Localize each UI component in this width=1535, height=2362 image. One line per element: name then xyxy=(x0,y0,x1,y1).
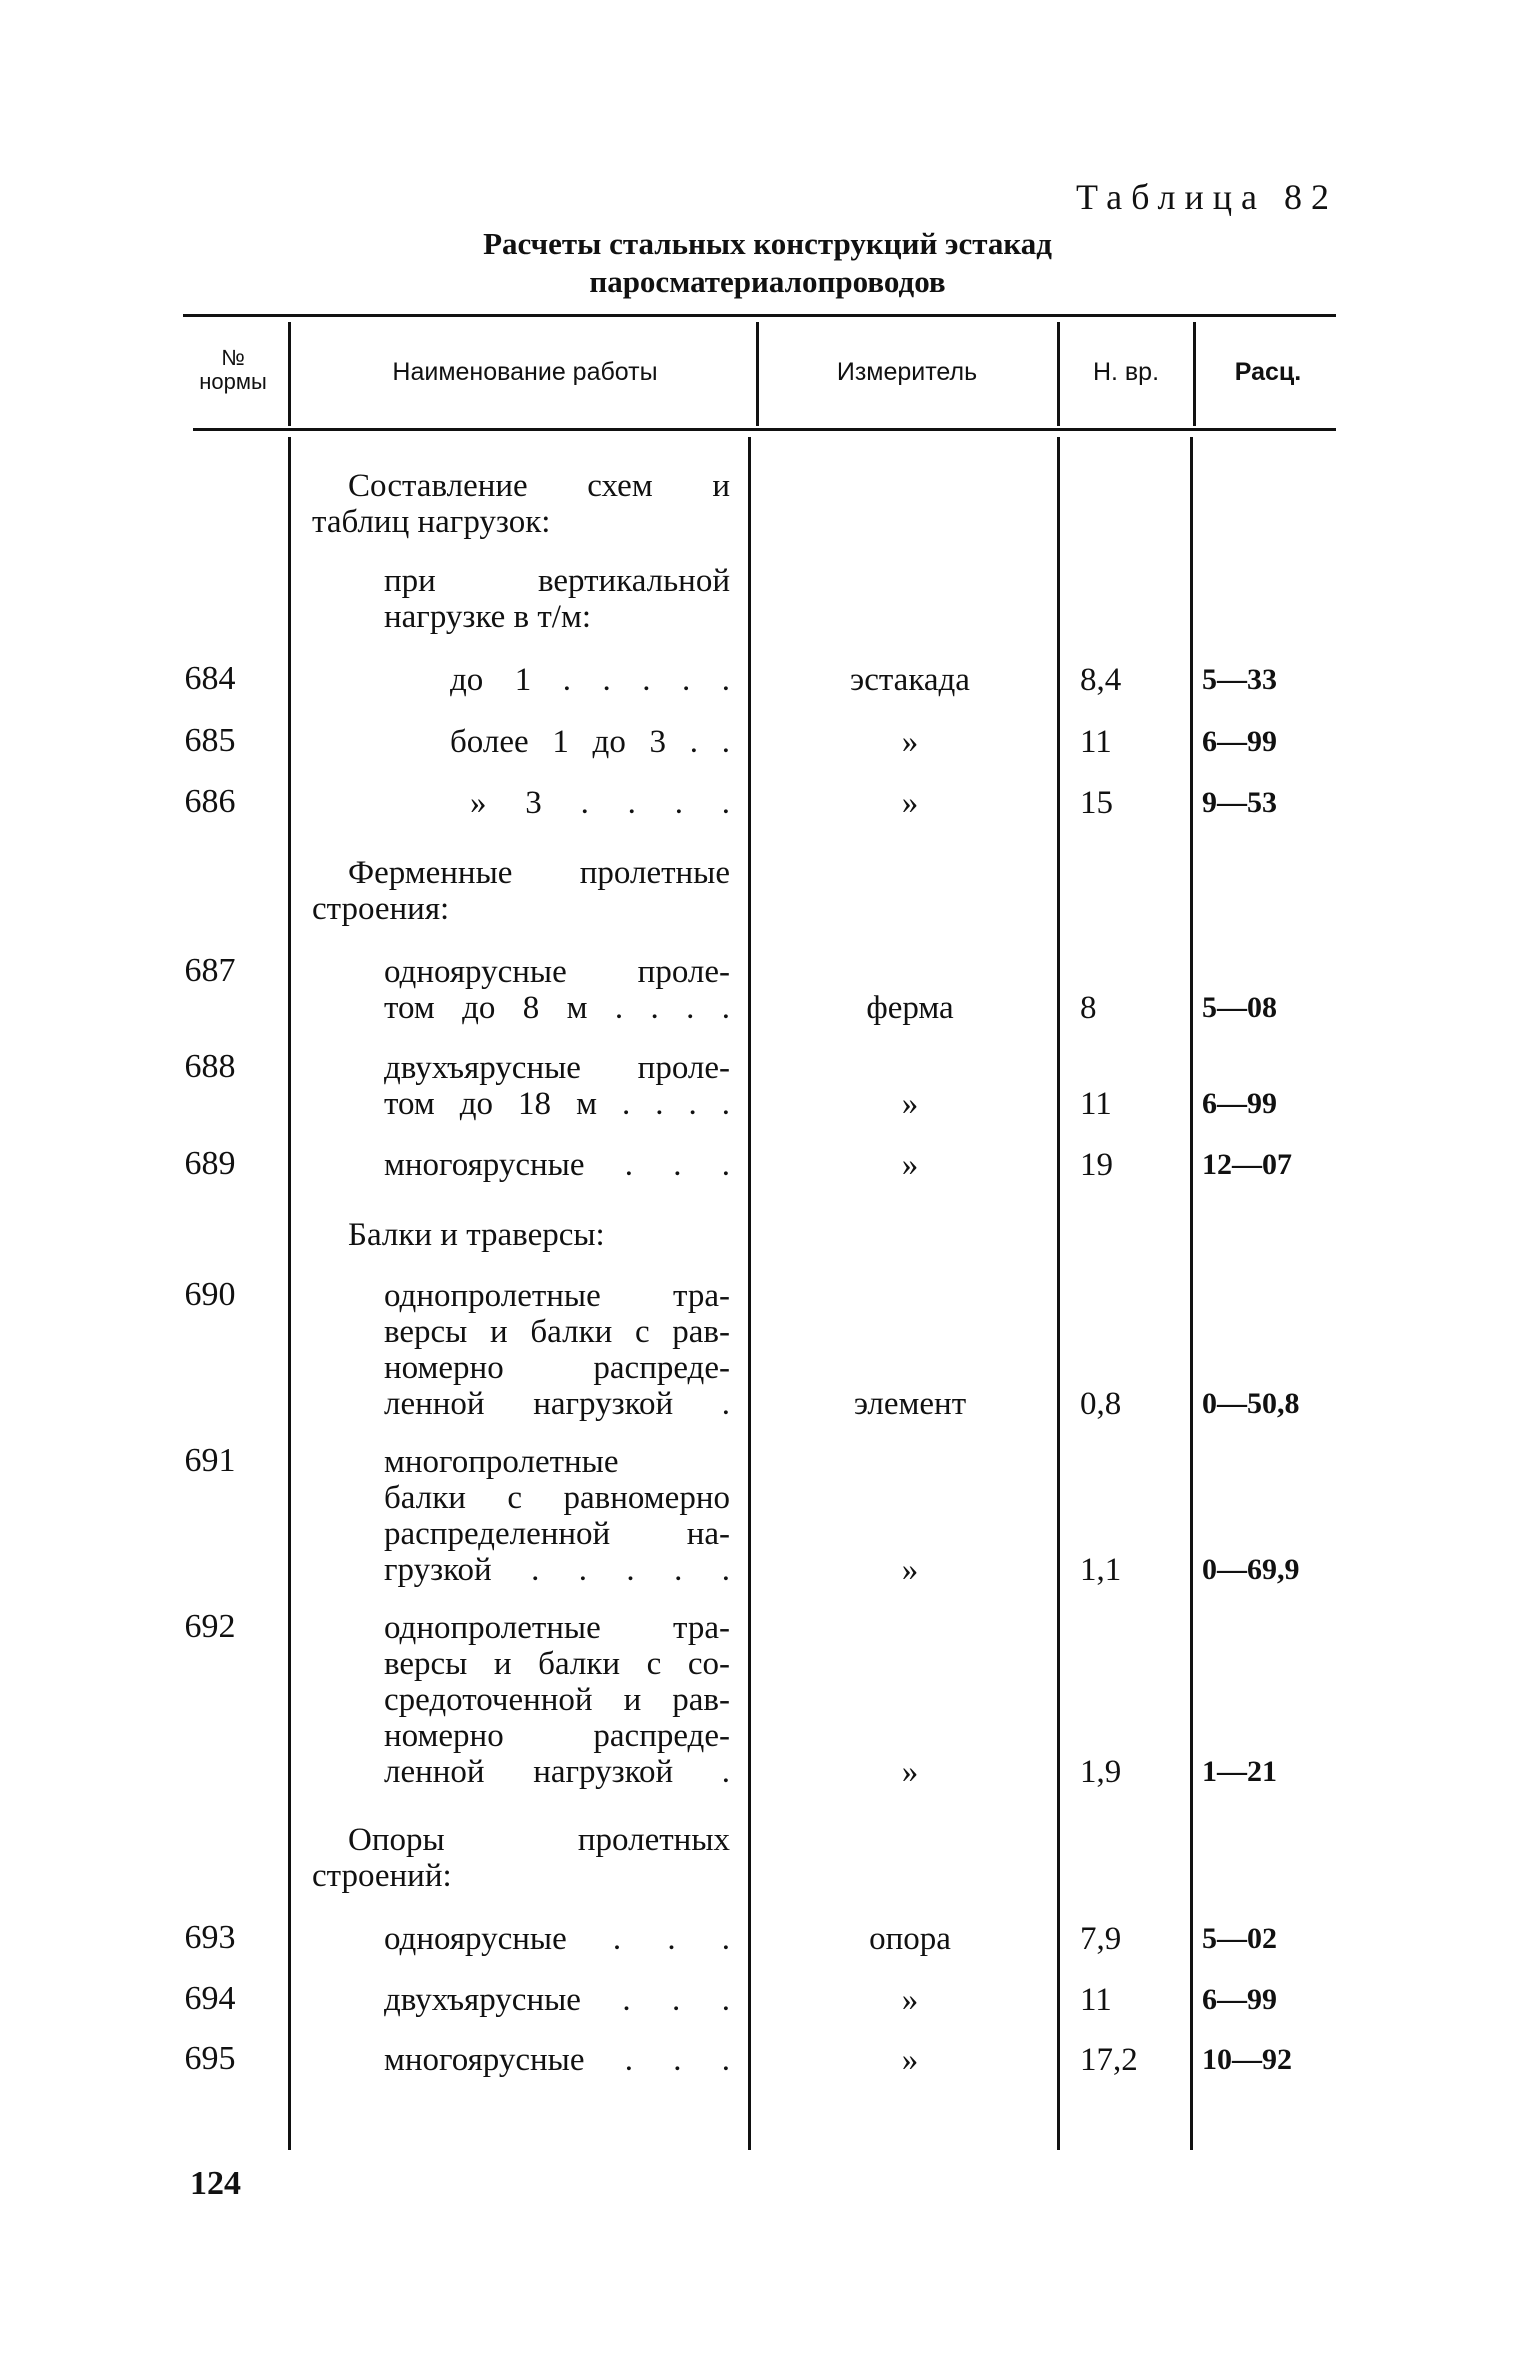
row-measure: » xyxy=(901,1552,919,1588)
row-rate: 10—92 xyxy=(1202,2043,1292,2076)
section-heading xyxy=(312,855,730,927)
header-no-label: нормы xyxy=(199,369,267,394)
row-number: 685 xyxy=(184,722,236,759)
row-measure: элемент xyxy=(853,1386,967,1422)
row-measure: » xyxy=(901,1982,919,2018)
row-name: до 1 . . . . . xyxy=(450,662,730,698)
header-name: Наименование работы xyxy=(392,358,658,386)
row-name: однопролетные тра- версы и балки с рав- номерно распреде- ленной нагрузкой . xyxy=(384,1278,730,1422)
row-time: 8,4 xyxy=(1080,662,1122,698)
row-name: одноярусные . . . xyxy=(384,1921,730,1957)
row-number: 684 xyxy=(184,660,236,697)
row-rate: 5—02 xyxy=(1202,1922,1277,1955)
section-heading xyxy=(312,468,730,540)
section-heading-line: Ферменные пролетные xyxy=(348,855,730,891)
section-heading-line: Составление схем и xyxy=(348,468,730,504)
row-number: 688 xyxy=(184,1048,236,1085)
row-time: 15 xyxy=(1080,785,1113,821)
subsection-heading-line: нагрузке в т/м: xyxy=(384,599,592,635)
row-measure: » xyxy=(901,1754,919,1790)
row-rate: 6—99 xyxy=(1202,1983,1277,2016)
row-name: » 3 . . . . xyxy=(470,785,730,821)
table-title-line-1: Расчеты стальных конструкций эстакад xyxy=(483,226,1052,261)
table-title-line-2: паросматериалопроводов xyxy=(589,264,946,299)
header-divider xyxy=(756,322,759,426)
row-rate: 9—53 xyxy=(1202,786,1277,819)
row-measure: » xyxy=(901,1086,919,1122)
section-heading-line: строения: xyxy=(312,891,450,927)
row-rate: 6—99 xyxy=(1202,725,1277,758)
row-number: 693 xyxy=(184,1919,236,1956)
row-time: 1,1 xyxy=(1080,1552,1122,1588)
section-heading-line: Опоры пролетных xyxy=(348,1822,730,1858)
header-time: Н. вр. xyxy=(1092,358,1160,386)
row-number: 694 xyxy=(184,1980,236,2017)
header-divider xyxy=(288,322,291,426)
row-name: многоярусные . . . xyxy=(384,1147,730,1183)
row-name: двухъярусные . . . xyxy=(384,1982,730,2018)
row-rate: 5—33 xyxy=(1202,663,1277,696)
row-rate: 0—50,8 xyxy=(1202,1387,1300,1420)
subsection-heading xyxy=(384,563,730,635)
row-number: 690 xyxy=(184,1276,236,1313)
section-heading: Балки и траверсы: xyxy=(348,1217,605,1253)
row-measure: » xyxy=(901,1147,919,1183)
section-heading-line: строений: xyxy=(312,1858,452,1894)
row-rate: 1—21 xyxy=(1202,1755,1277,1788)
row-number: 691 xyxy=(184,1442,236,1479)
section-heading-line: таблиц нагрузок: xyxy=(312,504,551,540)
row-number: 686 xyxy=(184,783,236,820)
row-name: многопролетные балки с равномерно распределенной на- грузкой . . . . . xyxy=(384,1444,730,1588)
row-time: 0,8 xyxy=(1080,1386,1122,1422)
row-number: 687 xyxy=(184,952,236,989)
row-measure: ферма xyxy=(866,990,954,1026)
row-time: 17,2 xyxy=(1080,2042,1138,2078)
row-measure: опора xyxy=(869,1921,951,1957)
row-time: 11 xyxy=(1080,1086,1112,1122)
header-divider xyxy=(1193,322,1196,426)
row-time: 1,9 xyxy=(1080,1754,1122,1790)
row-time: 7,9 xyxy=(1080,1921,1122,1957)
row-rate: 0—69,9 xyxy=(1202,1553,1300,1586)
header-no xyxy=(183,346,283,394)
row-time: 11 xyxy=(1080,724,1112,760)
page-number: 124 xyxy=(190,2165,241,2202)
row-number: 695 xyxy=(184,2040,236,2077)
row-number: 689 xyxy=(184,1145,236,1182)
table-label: Таблица 82 xyxy=(1076,177,1338,217)
header-no-symbol: № xyxy=(221,345,245,370)
row-time: 19 xyxy=(1080,1147,1113,1183)
row-measure: » xyxy=(901,785,919,821)
row-rate: 6—99 xyxy=(1202,1087,1277,1120)
row-name: многоярусные . . . xyxy=(384,2042,730,2078)
row-name: одноярусные проле- том до 8 м . . . . xyxy=(384,954,730,1026)
section-heading xyxy=(312,1822,730,1894)
header-top-rule xyxy=(183,314,1336,317)
header-measure: Измеритель xyxy=(836,358,978,386)
row-name: однопролетные тра- версы и балки с со- средоточенной и рав- номерно распреде- ленной нагрузкой . xyxy=(384,1610,730,1790)
row-measure: эстакада xyxy=(850,662,970,698)
header-rate: Расц. xyxy=(1234,358,1302,386)
header-bottom-rule xyxy=(193,428,1336,431)
subsection-heading-line: при вертикальной xyxy=(384,563,730,599)
column-divider xyxy=(288,437,291,2150)
row-time: 11 xyxy=(1080,1982,1112,2018)
row-rate: 5—08 xyxy=(1202,991,1277,1024)
column-divider xyxy=(1057,437,1060,2150)
row-measure: » xyxy=(901,2042,919,2078)
row-name: более 1 до 3 . . xyxy=(450,724,730,760)
row-time: 8 xyxy=(1080,990,1097,1026)
row-name: двухъярусные проле- том до 18 м . . . . xyxy=(384,1050,730,1122)
column-divider xyxy=(748,437,751,2150)
header-divider xyxy=(1057,322,1060,426)
column-divider xyxy=(1190,437,1193,2150)
row-measure: » xyxy=(901,724,919,760)
row-rate: 12—07 xyxy=(1202,1148,1292,1181)
row-number: 692 xyxy=(184,1608,236,1645)
